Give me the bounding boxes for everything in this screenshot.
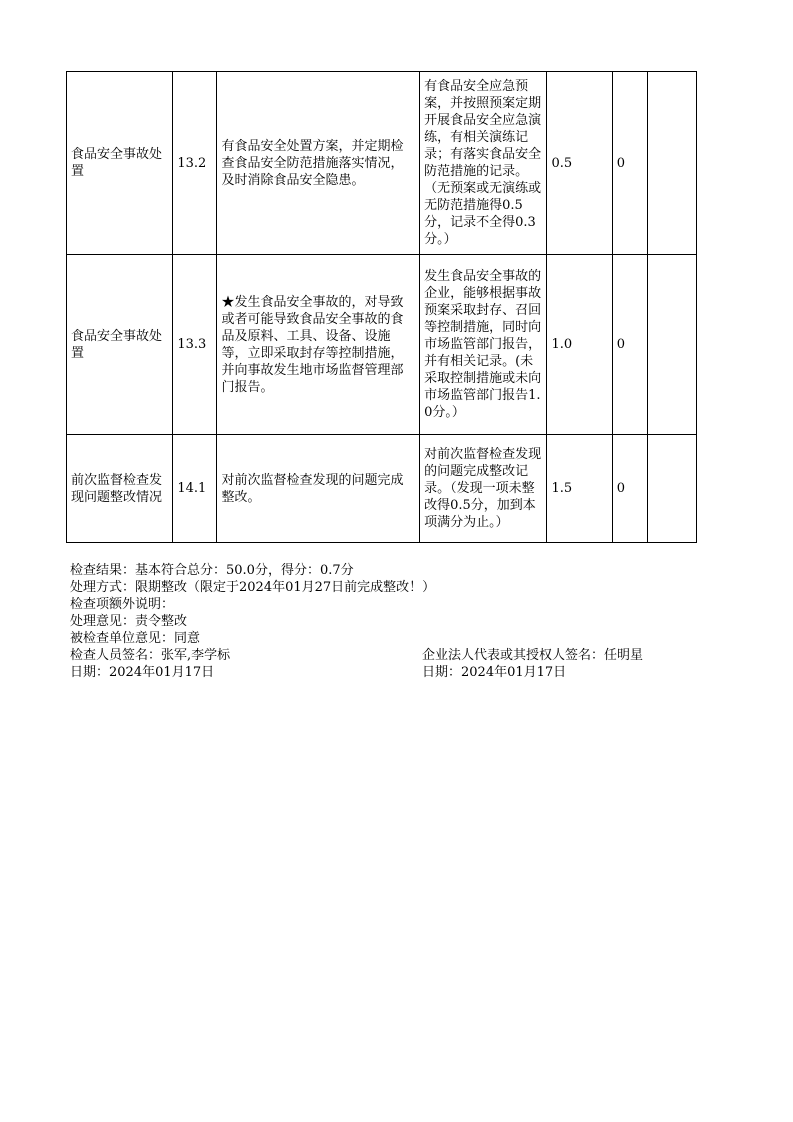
requirement-cell: 有食品安全处置方案，并定期检查食品安全防范措施落实情况，及时消除食品安全隐患。: [217, 72, 420, 255]
inspector-signature: 检查人员签名：张军,李学标: [70, 648, 231, 663]
handling-method: 处理方式：限期整改（限定于2024年01月27日前完成整改！）: [70, 580, 436, 595]
inspector-date: 日期：2024年01月17日: [70, 665, 215, 680]
item-name-cell: 前次监督检查发现问题整改情况: [67, 435, 173, 543]
inspection-result: 检查结果：基本符合总分：50.0分，得分：0.7分: [70, 563, 354, 578]
date-line: [70, 664, 730, 681]
handling-opinion: 处理意见：责令整改: [70, 614, 188, 629]
scoring-standard-cell: 发生食品安全事故的企业，能够根据事故预案采取封存、召回等控制措施，同时向市场监管部门报告，并有相关记录。(未采取控制措施或未向市场监管部门报告1.0分。）: [420, 255, 547, 435]
requirement-cell: ★发生食品安全事故的，对导致或者可能导致食品安全事故的食品及原料、工具、设备、设施等，立即采取封存等控制措施，并向事故发生地市场监督管理部门报告。: [217, 255, 420, 435]
legal-representative-signature: 企业法人代表或其授权人签名：任明星: [422, 648, 644, 663]
inspected-unit-opinion: 被检查单位意见：同意: [70, 631, 201, 646]
score-cell: 1.0: [547, 255, 612, 435]
item-number-cell: 13.3: [173, 255, 217, 435]
note-cell: [647, 72, 696, 255]
item-name-cell: 食品安全事故处置: [67, 255, 173, 435]
note-cell: [647, 255, 696, 435]
table-row: [67, 255, 697, 435]
extra-notes: 检查项额外说明：: [70, 597, 175, 612]
table-row: [67, 435, 697, 543]
item-number-cell: 13.2: [173, 72, 217, 255]
item-name-cell: 食品安全事故处置: [67, 72, 173, 255]
item-number-cell: 14.1: [173, 435, 217, 543]
signature-line: [70, 647, 730, 664]
requirement-cell: 对前次监督检查发现的问题完成整改。: [217, 435, 420, 543]
points-obtained-cell: 0: [612, 72, 647, 255]
score-cell: 1.5: [547, 435, 612, 543]
scoring-standard-cell: 有食品安全应急预案，并按照预案定期开展食品安全应急演练，有相关演练记录；有落实食品安全防范措施的记录。（无预案或无演练或无防范措施得0.5分，记录不全得0.3分。）: [420, 72, 547, 255]
inspection-table: [66, 71, 697, 543]
note-cell: [647, 435, 696, 543]
points-obtained-cell: 0: [612, 255, 647, 435]
score-cell: 0.5: [547, 72, 612, 255]
scoring-standard-cell: 对前次监督检查发现的问题完成整改记录。（发现一项未整改得0.5分，加到本项满分为止。）: [420, 435, 547, 543]
inspection-summary: [70, 562, 730, 681]
table-row: [67, 72, 697, 255]
representative-date: 日期：2024年01月17日: [422, 665, 567, 680]
points-obtained-cell: 0: [612, 435, 647, 543]
